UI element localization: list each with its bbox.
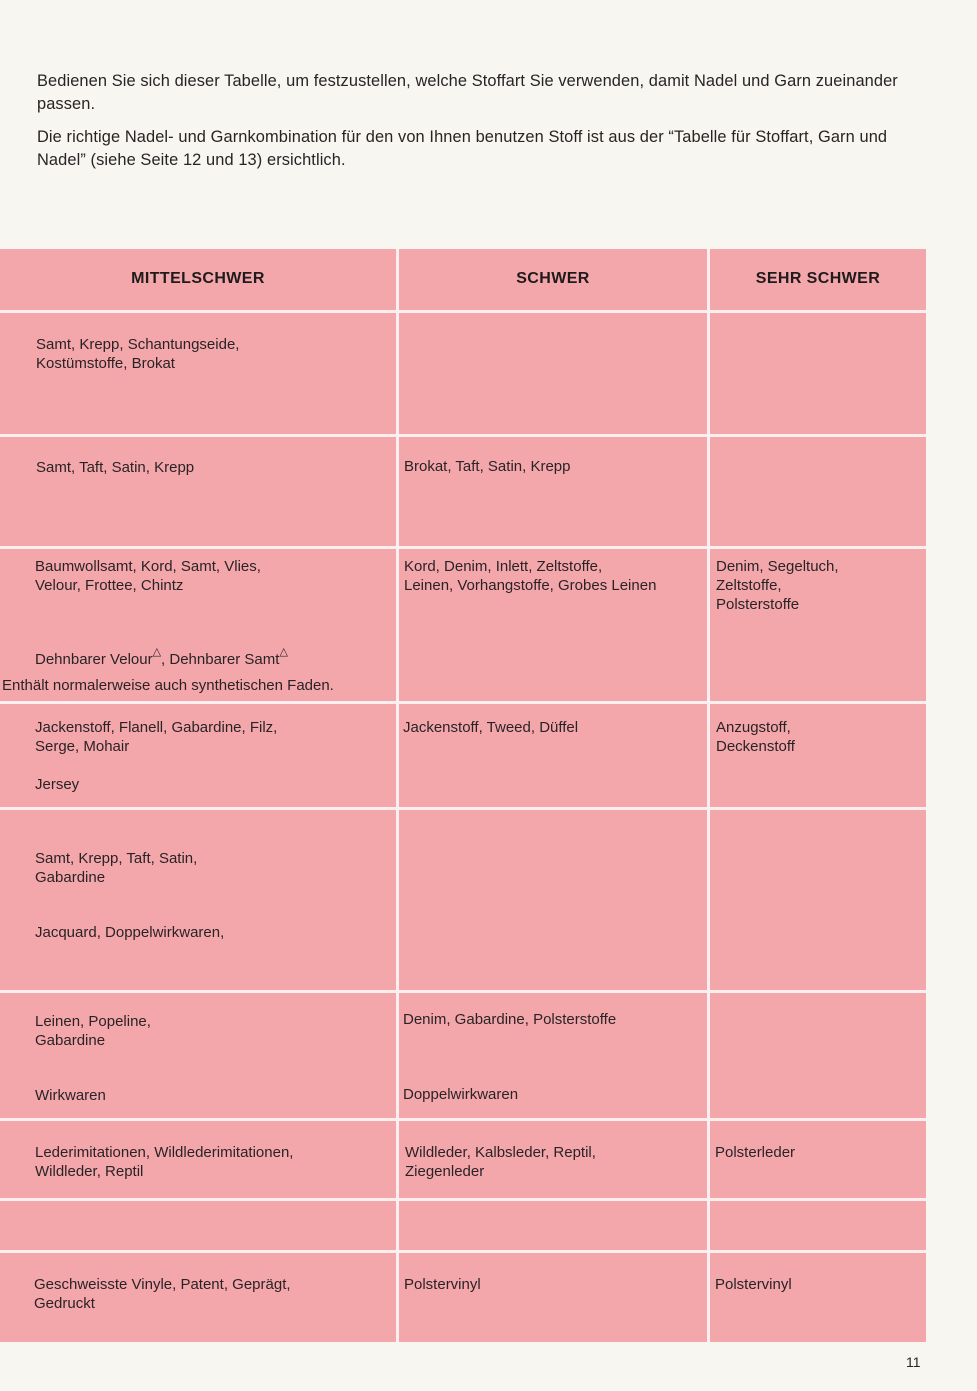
cell-mittelschwer: Samt, Taft, Satin, Krepp bbox=[36, 459, 195, 476]
row-divider bbox=[0, 990, 926, 993]
intro-paragraph-1: Bedienen Sie sich dieser Tabelle, um festzustellen, welche Stoffart Sie verwenden, damit Nadel und Garn zueinander passen. bbox=[37, 72, 898, 113]
cell-schwer: Denim, Gabardine, Polsterstoffe bbox=[403, 1011, 617, 1028]
row-divider bbox=[0, 310, 926, 313]
footnote-synthetic: Enthält normalerweise auch synthetischen Faden. bbox=[2, 677, 334, 694]
cell-mittelschwer-stretch bbox=[35, 631, 288, 671]
cell-mittelschwer: Samt, Krepp, Schantungseide, Kostümstoffe, Brokat bbox=[36, 336, 240, 372]
intro-text bbox=[37, 70, 925, 182]
cell-sehr-schwer: Denim, Segeltuch, Zeltstoffe, Polsterstoffe bbox=[716, 558, 839, 613]
page-number: 11 bbox=[906, 1354, 921, 1370]
cell-mittelschwer: Samt, Krepp, Taft, Satin, Gabardine bbox=[35, 850, 198, 886]
triangle-icon: △ bbox=[152, 646, 162, 658]
cell-schwer: Polstervinyl bbox=[404, 1276, 481, 1293]
cell-mittelschwer: Leinen, Popeline, Gabardine bbox=[35, 1013, 151, 1049]
cell-sehr-schwer: Anzugstoff, Deckenstoff bbox=[716, 719, 795, 755]
header-sehr-schwer: SEHR SCHWER bbox=[755, 270, 881, 287]
cell-mittelschwer: Jersey bbox=[35, 776, 80, 793]
row-divider bbox=[0, 1118, 926, 1121]
stretch-samt-label: , Dehnbarer Samt bbox=[161, 651, 280, 668]
cell-mittelschwer: Geschweisste Vinyle, Patent, Geprägt, Gedruckt bbox=[34, 1276, 291, 1312]
row-divider bbox=[0, 434, 926, 437]
cell-schwer: Doppelwirkwaren bbox=[403, 1086, 519, 1103]
cell-schwer: Kord, Denim, Inlett, Zeltstoffe, Leinen, Vorhangstoffe, Grobes Leinen bbox=[404, 558, 657, 594]
row-divider bbox=[0, 546, 926, 549]
intro-paragraph-2: Die richtige Nadel- und Garnkombination für den von Ihnen benutzen Stoff ist aus der “Tabelle für Stoffart, Garn und Nadel” (siehe Seite 12 und 13) ersichtlich. bbox=[37, 128, 888, 169]
cell-mittelschwer: Jackenstoff, Flanell, Gabardine, Filz, Serge, Mohair bbox=[35, 719, 278, 755]
triangle-icon: △ bbox=[279, 646, 288, 658]
fabric-weight-table bbox=[0, 249, 926, 1342]
header-schwer: SCHWER bbox=[516, 270, 590, 287]
cell-schwer: Wildleder, Kalbsleder, Reptil, Ziegenleder bbox=[405, 1144, 596, 1180]
column-divider bbox=[396, 249, 399, 1342]
cell-mittelschwer: Lederimitationen, Wildlederimitationen, Wildleder, Reptil bbox=[35, 1144, 294, 1180]
column-divider bbox=[707, 249, 710, 1342]
cell-sehr-schwer: Polstervinyl bbox=[715, 1276, 792, 1293]
row-divider bbox=[0, 1250, 926, 1253]
cell-schwer: Brokat, Taft, Satin, Krepp bbox=[404, 458, 571, 475]
cell-sehr-schwer: Polsterleder bbox=[715, 1144, 796, 1161]
cell-mittelschwer: Jacquard, Doppelwirkwaren, bbox=[35, 924, 225, 941]
row-divider bbox=[0, 1198, 926, 1201]
row-divider bbox=[0, 807, 926, 810]
cell-mittelschwer: Baumwollsamt, Kord, Samt, Vlies, Velour, Frottee, Chintz bbox=[35, 558, 261, 594]
row-divider bbox=[0, 701, 926, 704]
stretch-velour-label: Dehnbarer Velour bbox=[35, 651, 153, 668]
header-mittelschwer: MITTELSCHWER bbox=[131, 270, 265, 287]
cell-schwer: Jackenstoff, Tweed, Düffel bbox=[403, 719, 579, 736]
cell-mittelschwer: Wirkwaren bbox=[35, 1087, 106, 1104]
